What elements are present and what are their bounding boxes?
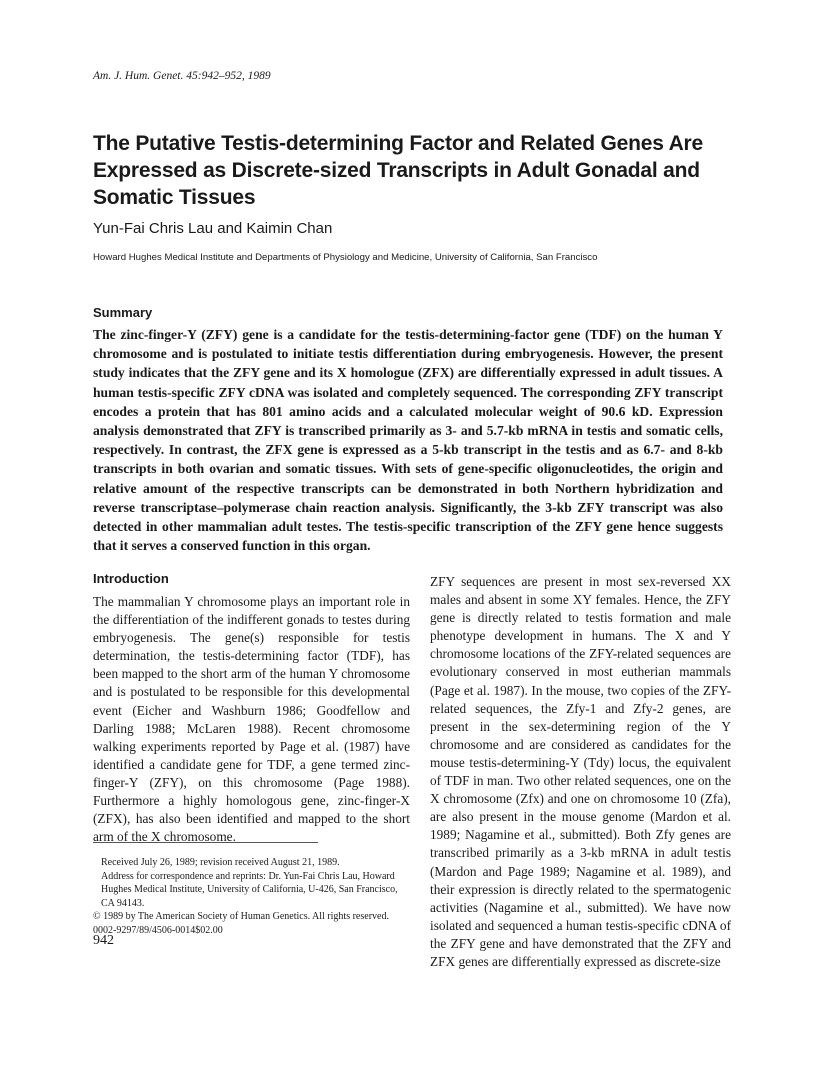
introduction-left-column: The mammalian Y chromosome plays an important role in the differentiation of the indifferent gonads to testes during embryogenesis. The gene(s) responsible for testis determination, the testis-determining factor (TDF), has been mapped to the short arm of the human Y chromosome and is postulated to be responsible for this developmental event (Eicher and Washburn 1986; Goodfellow and Darling 1988; McLaren 1988). Recent chromosome walking experiments reported by Page et al. (1987) have identified a candidate gene for TDF, a gene termed zinc-finger-Y (ZFY), on this chromosome (Page 1988). Furthermore a highly homologous gene, zinc-finger-X (ZFX), has also been identified and mapped to the short arm of the X chromosome. — [93, 594, 410, 845]
author-list: Yun-Fai Chris Lau and Kaimin Chan — [93, 220, 333, 237]
copyright-notice: © 1989 by The American Society of Human Genetics. All rights reserved. — [93, 911, 389, 923]
introduction-heading: Introduction — [93, 571, 169, 586]
correspondence-address: Address for correspondence and reprints: Dr. Yun-Fai Chris Lau, Howard Hughes Medical Institute, University of California, U-426, San Francisco, CA 94143. — [101, 870, 398, 909]
journal-citation: Am. J. Hum. Genet. 45:942–952, 1989 — [93, 70, 271, 82]
received-dates: Received July 26, 1989; revision received August 21, 1989. — [101, 857, 340, 868]
article-code: 0002-9297/89/4506-0014$02.00 — [93, 924, 223, 936]
summary-heading: Summary — [93, 305, 153, 320]
summary-text: The zinc-finger-Y (ZFY) gene is a candidate for the testis-determining-factor gene (TDF) on the human Y chromosome and is postulated to initiate testis differentiation during embryogenesis. However, the present study indicates that the ZFY gene and its X homologue (ZFX) are differentially expressed in adult tissues. A human testis-specific ZFY cDNA was isolated and completely sequenced. The corresponding ZFY transcript encodes a protein that has 801 amino acids and a calculated molecular weight of 90.6 kD. Expression analysis demonstrated that ZFY is transcribed primarily as 3- and 5.7-kb mRNA in testis and somatic cells, respectively. In contrast, the ZFX gene is expressed as a 5-kb transcript in the testis and as 6.7- and 8-kb transcripts in both ovarian and somatic tissues. With sets of gene-specific oligonucleotides, the origin and relative amount of the respective transcripts can be demonstrated in both Northern hybridization and reverse transcriptase–polymerase chain reaction analysis. Significantly, the 3-kb ZFY transcript was also detected in other mammalian adult testes. The testis-specific transcription of the ZFY gene hence suggests that it serves a conserved function in this organ. — [93, 327, 723, 554]
author-affiliation: Howard Hughes Medical Institute and Departments of Physiology and Medicine, University of California, San Francisco — [93, 252, 598, 263]
article-title: The Putative Testis-determining Factor and Related Genes Are Expressed as Discrete-sized Transcripts in Adult Gonadal and Somatic Tissues — [93, 132, 703, 209]
introduction-right-column: ZFY sequences are present in most sex-reversed XX males and absent in some XY females. Hence, the ZFY gene is directly related to testis formation and male phenotype development in humans. The X and Y chromosome locations of the ZFY-related sequences are evolutionary conserved in most eutherian mammals (Page et al. 1987). In the mouse, two copies of the ZFY-related sequences, the Zfy-1 and Zfy-2 genes, are present in the sex-determining region of the Y chromosome and are considered as candidates for the mouse testis-determining-Y (Tdy) locus, the equivalent of TDF in man. Two other related sequences, one on the X chromosome (Zfx) and one on chromosome 10 (Zfa), are also present in the mouse genome (Mardon et al. 1989; Nagamine et al., submitted). Both Zfy genes are transcribed primarily as a 3-kb mRNA in adult testis (Mardon and Page 1989; Nagamine et al. 1989), and their expression is directly related to the spermatogenic activities (Nagamine et al., submitted). We have now isolated and sequenced a human testis-specific cDNA of the ZFY gene and have demonstrated that the ZFY and ZFX genes are differentially expressed as discrete-size — [430, 574, 731, 969]
footnotes — [93, 856, 413, 938]
page-number: 942 — [93, 933, 114, 948]
footnote-divider — [93, 842, 318, 843]
